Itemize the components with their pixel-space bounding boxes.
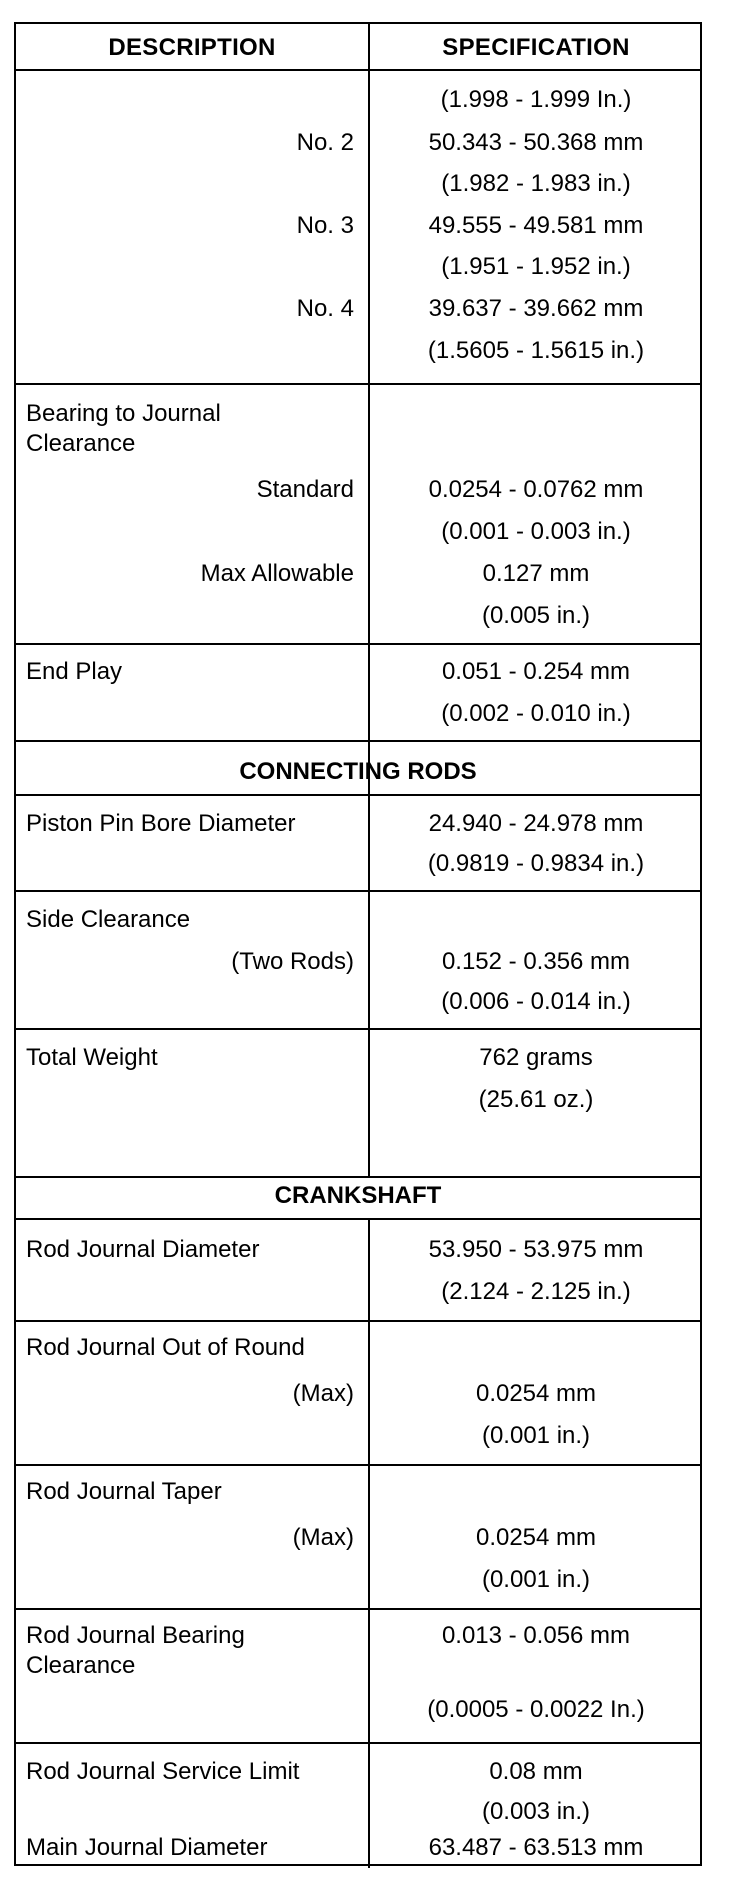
out-of-round-label: Rod Journal Out of Round [26,1334,305,1361]
taper-mm: 0.0254 mm [475,1524,597,1551]
out-of-round-sub: (Max) [292,1380,354,1407]
no4-mm: 39.637 - 39.662 mm [428,295,644,322]
rod-journal-diameter-label: Rod Journal Diameter [26,1236,260,1263]
no2-mm: 50.343 - 50.368 mm [428,129,644,156]
taper-inches: (0.001 in.) [481,1566,591,1593]
spec-table [14,22,702,1866]
service-limit-label: Rod Journal Service Limit [26,1758,300,1785]
piston-pin-label: Piston Pin Bore Diameter [26,810,296,837]
standard-label: Standard [256,476,354,503]
row-divider [16,890,700,892]
piston-pin-mm: 24.940 - 24.978 mm [428,810,644,837]
no2-label: No. 2 [296,129,354,156]
row-divider [16,1218,700,1220]
end-play-mm: 0.051 - 0.254 mm [441,658,631,685]
end-play-inches: (0.002 - 0.010 in.) [441,700,631,727]
service-limit-mm: 0.08 mm [489,1758,583,1785]
row-divider [16,1320,700,1322]
no2-inches: (1.982 - 1.983 in.) [441,170,631,197]
max-allowable-label: Max Allowable [200,560,354,587]
no4-label: No. 4 [296,295,354,322]
row-divider [16,1608,700,1610]
side-clearance-mm: 0.152 - 0.356 mm [441,948,631,975]
service-limit-inches: (0.003 in.) [481,1798,591,1825]
end-play-label: End Play [26,658,123,685]
out-of-round-mm: 0.0254 mm [475,1380,597,1407]
main-journal-mm: 63.487 - 63.513 mm [428,1834,644,1861]
taper-label: Rod Journal Taper [26,1478,222,1505]
specification-header: SPECIFICATION [442,34,630,61]
row-divider [16,794,700,796]
standard-mm: 0.0254 - 0.0762 mm [428,476,644,503]
main-journal-label: Main Journal Diameter [26,1834,268,1861]
bearing-clearance-label-2: Clearance [26,430,136,457]
taper-sub: (Max) [292,1524,354,1551]
description-header: DESCRIPTION [108,34,276,61]
no3-mm: 49.555 - 49.581 mm [428,212,644,239]
no3-label: No. 3 [296,212,354,239]
standard-inches: (0.001 - 0.003 in.) [441,518,631,545]
side-clearance-label: Side Clearance [26,906,191,933]
connecting-rods-title: CONNECTING RODS [239,758,477,785]
row-divider [16,643,700,645]
no4-inches: (1.5605 - 1.5615 in.) [427,337,645,364]
row-divider [16,740,700,742]
row-divider [16,383,700,385]
row-divider [16,1742,700,1744]
rod-bearing-clearance-label-2: Clearance [26,1652,136,1679]
no3-inches: (1.951 - 1.952 in.) [441,253,631,280]
out-of-round-inches: (0.001 in.) [481,1422,591,1449]
header-divider [16,69,700,71]
rod-bearing-clearance-label-1: Rod Journal Bearing [26,1622,245,1649]
side-clearance-sub: (Two Rods) [231,948,354,975]
max-allowable-mm: 0.127 mm [482,560,590,587]
piston-pin-inches: (0.9819 - 0.9834 in.) [427,850,645,877]
rod-journal-diameter-inches: (2.124 - 2.125 in.) [441,1278,631,1305]
row-divider [16,1176,700,1178]
bearing-clearance-label-1: Bearing to Journal [26,400,221,427]
row-divider [16,1464,700,1466]
max-allowable-inches: (0.005 in.) [481,602,591,629]
no1-inches: (1.998 - 1.999 In.) [440,86,632,113]
total-weight-grams: 762 grams [479,1044,593,1071]
total-weight-label: Total Weight [26,1044,158,1071]
side-clearance-inches: (0.006 - 0.014 in.) [441,988,631,1015]
rod-bearing-clearance-mm: 0.013 - 0.056 mm [441,1622,631,1649]
rod-journal-diameter-mm: 53.950 - 53.975 mm [428,1236,644,1263]
total-weight-oz: (25.61 oz.) [478,1086,594,1113]
rod-bearing-clearance-inches: (0.0005 - 0.0022 In.) [427,1696,645,1723]
crankshaft-title: CRANKSHAFT [274,1182,442,1209]
row-divider [16,1028,700,1030]
